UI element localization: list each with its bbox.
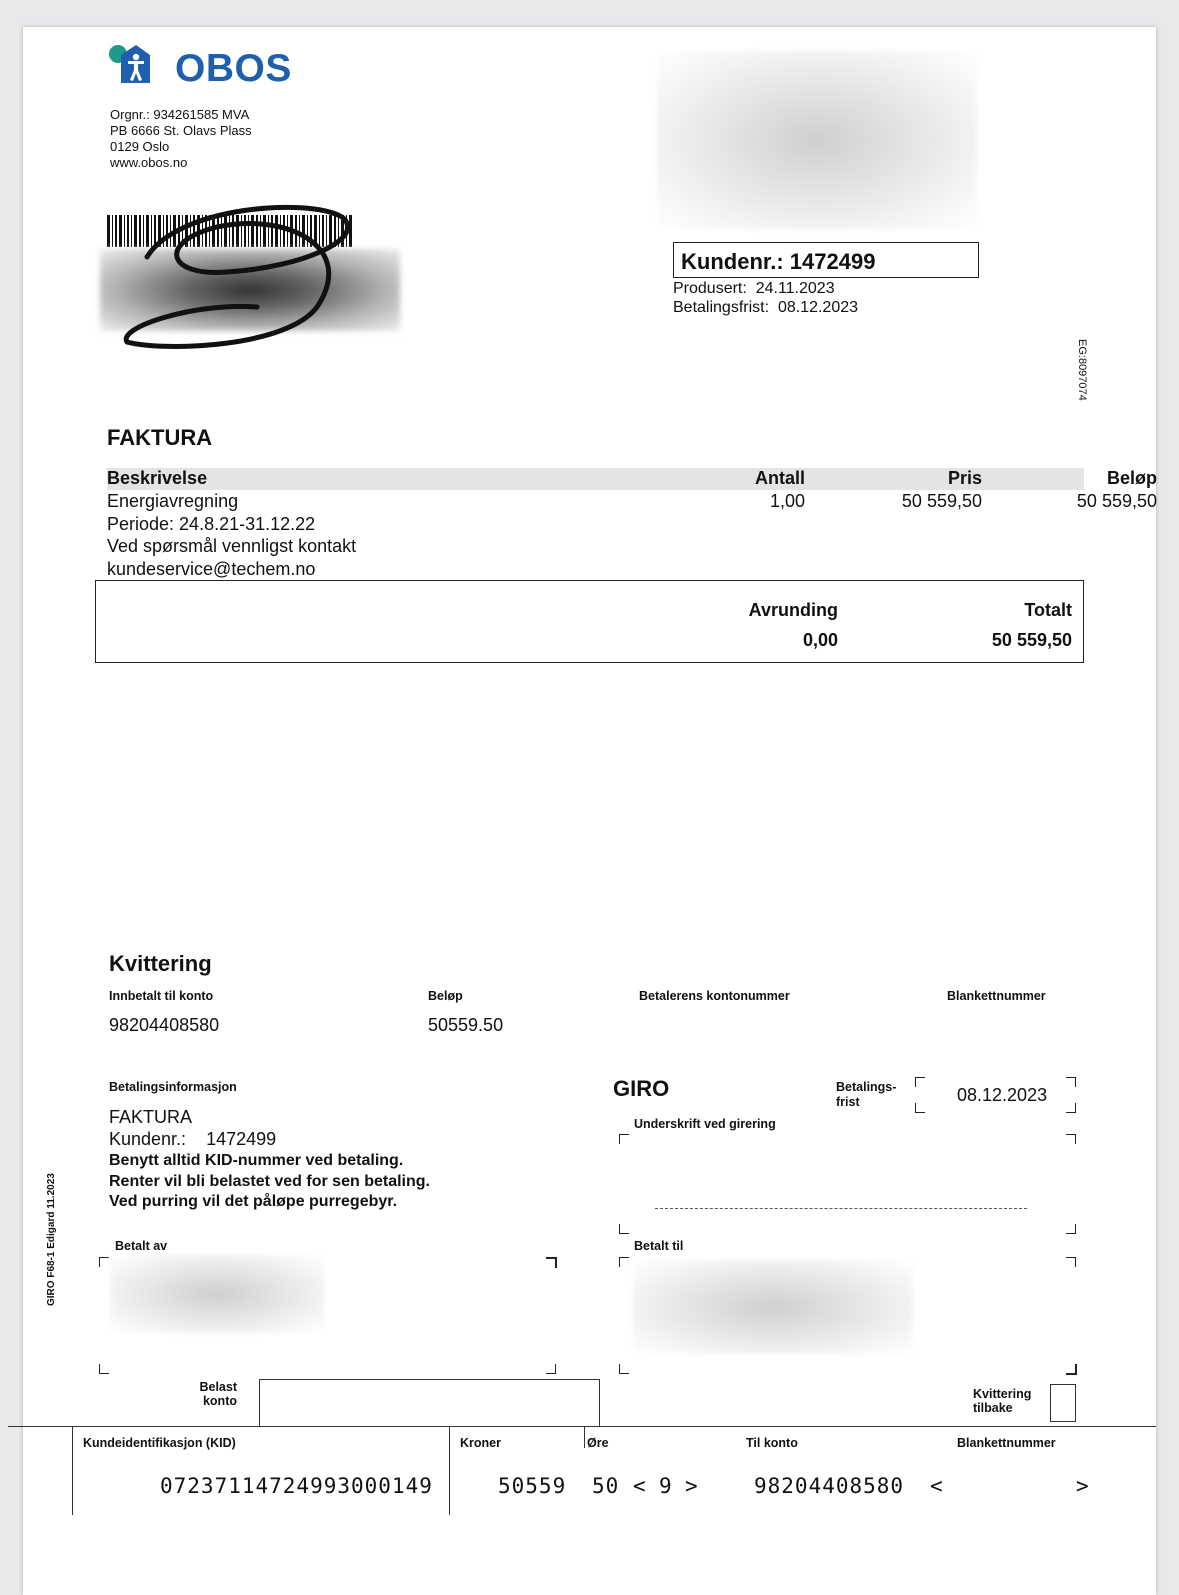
paid-by-corner-bl [99, 1364, 109, 1374]
due-box-corner-tr [1066, 1077, 1076, 1087]
customer-number: Kundenr.: 1472499 [681, 249, 876, 274]
paid-to-corner-br [1066, 1364, 1077, 1375]
signature-corner-br [1066, 1224, 1076, 1234]
debit-account-field[interactable] [259, 1379, 600, 1427]
total-label: Totalt [1024, 600, 1072, 620]
ocr-check-open: < [633, 1474, 647, 1498]
col-price: Pris [947, 468, 982, 488]
giro-form-code: GIRO F68-1 Edigard 11.2023 [46, 1173, 57, 1306]
interest-notice: Renter vil bli belastet ved for sen betaling. [109, 1172, 430, 1190]
receipt-return-checkbox[interactable] [1050, 1384, 1076, 1422]
giro-due-date: 08.12.2023 [957, 1085, 1048, 1105]
invoice-line-email: kundeservice@techem.no [107, 558, 316, 579]
ocr-ore: 50 [592, 1474, 620, 1498]
invoice-lines [107, 490, 1157, 580]
totals-box [95, 580, 1084, 663]
ore-label: Øre [587, 1436, 609, 1450]
payer-account-label: Betalerens kontonummer [639, 989, 790, 1003]
redacted-sender-address [657, 51, 977, 229]
giro-due-label-line1: Betalings- [836, 1080, 897, 1094]
ocr-account: 98204408580 [754, 1474, 905, 1498]
col-description: Beskrivelse [107, 468, 208, 488]
obos-logo-text: OBOS [175, 47, 292, 90]
ocr-check-digit: 9 [659, 1474, 673, 1498]
issuer-website: www.obos.no [110, 155, 188, 170]
receipt-title: Kvittering [109, 951, 212, 976]
due-box-corner-tl [915, 1077, 925, 1087]
rounding-value: 0,00 [802, 630, 838, 650]
paid-to-corner-bl [619, 1364, 629, 1374]
ocr-form-close: > [1076, 1474, 1090, 1498]
paid-by-corner-br [546, 1364, 556, 1374]
payment-info-label: Betalingsinformasjon [109, 1080, 237, 1094]
produced-date: 24.11.2023 [755, 280, 835, 297]
issuer-address-line1: PB 6666 St. Olavs Plass [110, 123, 252, 138]
issuer-address [110, 107, 252, 171]
giro-due-label [836, 1080, 896, 1110]
ocr-form-open: < [930, 1474, 944, 1498]
issuer-address-line2: 0129 Oslo [110, 139, 170, 154]
invoice-line-period: Periode: 24.8.21-31.12.22 [107, 513, 316, 534]
ocr-divider-ore [584, 1426, 585, 1448]
kid-number: 07237114724993000149 [160, 1474, 433, 1498]
receipt-form-number-label: Blankettnummer [947, 989, 1046, 1003]
receipt-return-label-line1: Kvittering [973, 1387, 1032, 1401]
due-date: 08.12.2023 [777, 299, 859, 316]
due-box-corner-br [1066, 1103, 1076, 1113]
payment-notices [109, 1151, 430, 1213]
invoice-line-contact: Ved spørsmål vennligst kontakt [107, 536, 357, 556]
line-amount: 50 559,50 [1076, 491, 1157, 511]
debit-account-label-line2: konto [202, 1393, 237, 1408]
payment-info-type: FAKTURA [109, 1107, 193, 1127]
paid-to-account: 98204408580 [109, 1015, 220, 1035]
customer-number-box [673, 242, 979, 278]
signature-corner-tl [619, 1134, 629, 1144]
invoice-title: FAKTURA [107, 425, 213, 450]
receipt-amount: 50559.50 [428, 1015, 504, 1035]
signature-corner-tr [1066, 1134, 1076, 1144]
redacted-payee-address [633, 1260, 913, 1354]
kid-label: Kundeidentifikasjon (KID) [83, 1436, 236, 1450]
invoice-sheet [23, 27, 1156, 1595]
signature-label: Underskrift ved girering [634, 1117, 776, 1131]
signature-line[interactable] [655, 1208, 1027, 1209]
debit-account-label-line1: Belast [199, 1380, 237, 1394]
redaction-scribble [107, 187, 377, 352]
giro-due-label-line2: frist [836, 1095, 860, 1109]
rounding-label: Avrunding [748, 600, 838, 620]
invoice-dates [673, 279, 858, 317]
paid-to-account-label: Innbetalt til konto [109, 989, 214, 1003]
obos-logo-icon [107, 43, 149, 87]
ocr-separator [8, 1426, 1156, 1427]
redacted-payer-address [110, 1255, 324, 1333]
ocr-form-number-label: Blankettnummer [957, 1436, 1056, 1450]
paid-to-corner-tr [1066, 1257, 1076, 1267]
due-box-corner-bl [915, 1103, 925, 1113]
paid-by-corner-tl [99, 1257, 109, 1267]
receipt-return-label [973, 1388, 1031, 1415]
line-quantity: 1,00 [769, 491, 805, 511]
kid-notice: Benytt alltid KID-nummer ved betaling. [109, 1152, 404, 1169]
to-account-label: Til konto [746, 1436, 798, 1450]
invoice-table-header [107, 468, 1157, 490]
total-value: 50 559,50 [991, 630, 1072, 650]
receipt-return-label-line2: tilbake [973, 1400, 1013, 1415]
paid-by-label: Betalt av [115, 1239, 168, 1253]
line-description: Energiavregning [107, 491, 239, 511]
debit-account-label [183, 1381, 237, 1408]
line-price: 50 559,50 [901, 491, 982, 511]
paid-by-corner-tr [546, 1257, 557, 1268]
giro-title: GIRO [613, 1076, 670, 1101]
issuer-orgnr: Orgnr.: 934261585 MVA [110, 107, 250, 122]
signature-corner-bl [619, 1224, 629, 1234]
ocr-kroner: 50559 [498, 1474, 567, 1498]
invoice-line [107, 490, 1157, 513]
produced-label: Produsert: [673, 280, 747, 297]
paid-to-label: Betalt til [634, 1239, 684, 1253]
paid-to-corner-tl [619, 1257, 629, 1267]
receipt-amount-label: Beløp [428, 989, 463, 1003]
ocr-divider-kid [449, 1426, 450, 1515]
ocr-divider-left [72, 1426, 73, 1515]
kroner-label: Kroner [460, 1436, 501, 1450]
due-date-label: Betalingsfrist: [673, 299, 770, 316]
reminder-fee-notice: Ved purring vil det påløpe purregebyr. [109, 1193, 398, 1210]
payment-info [109, 1106, 276, 1150]
col-quantity: Antall [754, 468, 805, 488]
payment-info-kundenr: 1472499 [206, 1129, 277, 1149]
side-reference-code: EG:8097074 [1076, 339, 1088, 401]
col-amount: Beløp [1106, 468, 1157, 488]
payment-info-kundenr-label: Kundenr.: [109, 1129, 187, 1149]
ocr-check-close: > [685, 1474, 699, 1498]
